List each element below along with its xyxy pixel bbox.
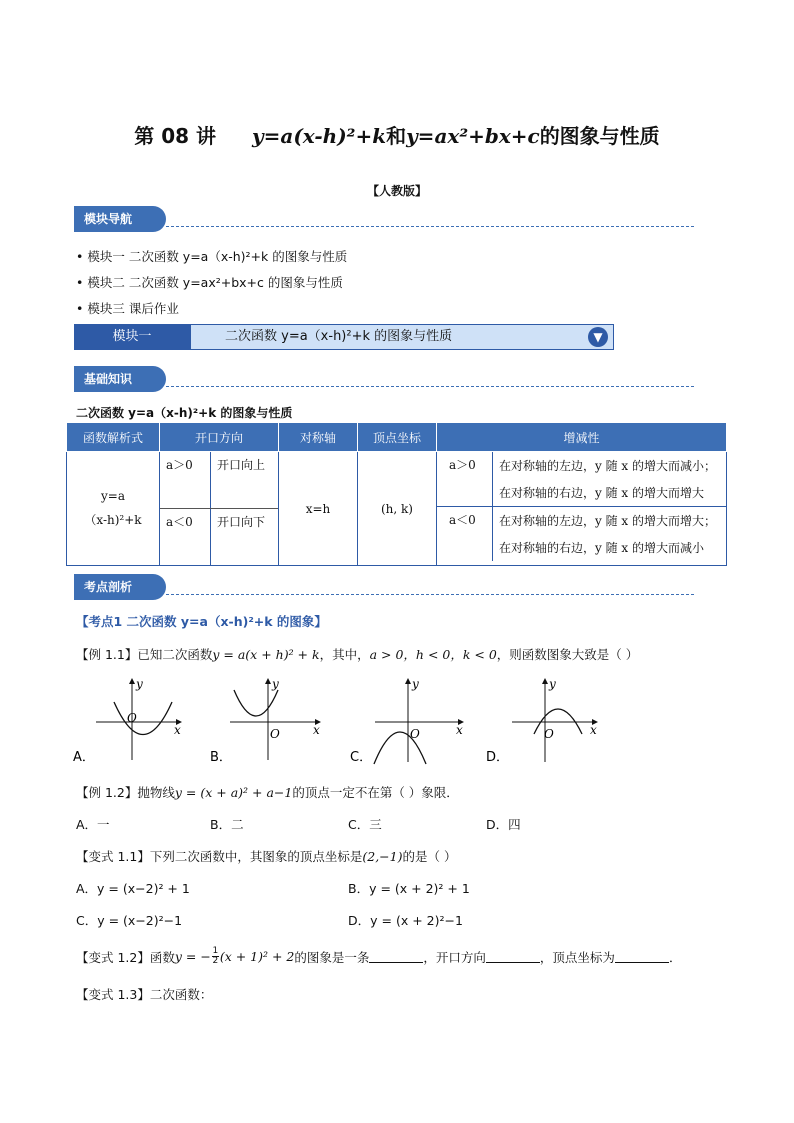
col-header: 对称轴 [279, 423, 358, 452]
dashed-divider [166, 226, 694, 227]
origin-label: O [127, 711, 137, 725]
section-tab-label: 考点剖析 [74, 574, 152, 600]
option-d[interactable]: D．四 [486, 817, 521, 832]
edition-label: 【人教版】 [366, 184, 427, 198]
graph-b[interactable] [210, 677, 321, 765]
inc-line: 在对称轴的右边，y 随 x 的增大而增大 [499, 486, 704, 500]
q-text: 【变式 1.2】函数 [76, 949, 175, 965]
open-up-label: 开口向上 [217, 458, 266, 472]
title-formula-general-form: y=ax²+bx+c [406, 124, 540, 148]
inc-line: 在对称轴的左边，y 随 x 的增大而增大； [499, 514, 716, 528]
a-positive-label: a＞0 [160, 452, 211, 508]
option-label: D． [486, 750, 510, 765]
x-label: x [590, 723, 597, 737]
y-axis-arrow [405, 678, 411, 684]
module-bar [74, 324, 614, 350]
inc-line: 在对称轴的右边，y 随 x 的增大而减小 [499, 541, 704, 555]
inc-block-pos [437, 452, 726, 507]
page-title [0, 120, 794, 149]
module-bar-title-text: 二次函数 y=a（x-h)²+k 的图象与性质 [225, 329, 453, 344]
tab-arc [152, 574, 166, 600]
example-1-1 [76, 645, 638, 663]
y-axis-arrow [265, 678, 271, 684]
title-formula-vertex-form: y=a(x-h)²+k [252, 124, 387, 148]
func-cell [67, 452, 160, 566]
x-label: x [456, 723, 463, 737]
q-text: ，其中， [319, 647, 370, 662]
module-bar-title [190, 324, 614, 350]
y-axis-arrow [542, 678, 548, 684]
graph-d[interactable] [486, 677, 598, 765]
q-text: ，则函数图象大致是（ ） [496, 647, 639, 662]
func-line: （x-h)²+k [84, 513, 142, 527]
title-suffix: 的图象与性质 [539, 124, 660, 148]
option-label: A． [73, 750, 95, 765]
inc-line: 在对称轴的左边，y 随 x 的增大而减小； [499, 459, 716, 473]
a-negative-label: a＜0 [160, 509, 211, 565]
q-text: ，顶点坐标为 [539, 949, 615, 965]
numerator: 1 [212, 946, 219, 956]
inc-lines [493, 507, 726, 561]
q-formula: y = − [174, 949, 211, 964]
open-row-pos [160, 452, 278, 509]
func-line: y=a [101, 489, 125, 503]
y-label: y [136, 677, 143, 691]
tab-arc [152, 206, 166, 232]
q-text: 的是（ ） [402, 849, 457, 864]
q-formula: (x + 1)² + 2 [219, 949, 295, 964]
q-text: ，开口方向 [423, 949, 486, 965]
variant-1-1 [76, 847, 456, 865]
nav-item-module-1[interactable]: • 模块一 二次函数 y=a（x-h)²+k 的图象与性质 [76, 249, 348, 264]
monotonic-cell [437, 452, 727, 566]
col-header: 顶点坐标 [358, 423, 437, 452]
tab-arc [152, 366, 166, 392]
section-header-analysis [74, 574, 694, 600]
option-b[interactable]: B．y = (x + 2)² + 1 [348, 881, 470, 896]
q-text: 的图象是一条 [294, 949, 370, 965]
x-label: x [174, 723, 181, 737]
q-text: 【例 1.1】已知二次函数 [76, 647, 213, 662]
inc-block-neg [437, 507, 726, 561]
variant-1-2 [76, 947, 681, 966]
option-a[interactable]: A．y = (x−2)² + 1 [76, 881, 190, 896]
q-formula: y = (x + a)² + a−1 [174, 785, 293, 800]
y-label: y [549, 677, 556, 691]
denominator: 2 [212, 956, 219, 966]
lesson-number: 第 08 讲 [134, 124, 217, 148]
open-down-label: 开口向下 [217, 515, 266, 529]
q-text: ． [668, 949, 682, 965]
table-header-row [67, 423, 727, 452]
origin-label: O [544, 727, 554, 741]
inc-lines [493, 452, 726, 506]
y-label: y [272, 677, 279, 691]
title-connector: 和 [386, 124, 407, 148]
section-tab-label: 基础知识 [74, 366, 152, 392]
q-condition: a > 0，h < 0，k < 0 [369, 647, 497, 662]
section-tab-label: 模块导航 [74, 206, 152, 232]
option-c[interactable]: C．y = (x−2)²−1 [76, 913, 183, 928]
axis-cell: x=h [279, 452, 358, 566]
variant-1-3: 【变式 1.3】二次函数： [76, 987, 213, 1002]
q-text: 的顶点一定不在第（ ）象限． [292, 785, 459, 800]
dashed-divider [166, 594, 694, 595]
q-text: 【变式 1.1】下列二次函数中，其图象的顶点坐标是 [76, 849, 363, 864]
q-formula: y = a(x + h)² + k [212, 647, 320, 662]
option-d[interactable]: D．y = (x + 2)²−1 [348, 913, 463, 928]
table-row [67, 452, 727, 566]
origin-label: O [270, 727, 280, 741]
col-header: 函数解析式 [67, 423, 160, 452]
dashed-divider [166, 386, 694, 387]
y-label: y [412, 677, 419, 691]
open-row-neg [160, 509, 278, 565]
q-point: (2,−1) [362, 849, 403, 864]
answer-blank[interactable] [486, 951, 540, 963]
option-c[interactable]: C．三 [348, 817, 382, 832]
origin-label: O [410, 727, 420, 741]
fraction [212, 947, 219, 966]
point-title: 【考点1 二次函数 y=a（x-h)²+k 的图象】 [76, 614, 327, 629]
answer-blank[interactable] [369, 951, 423, 963]
col-header: 增减性 [437, 423, 727, 452]
col-header: 开口方向 [160, 423, 279, 452]
x-label: x [313, 723, 320, 737]
nav-item-module-3[interactable]: • 模块三 课后作业 [76, 301, 179, 316]
a-negative-label: a＜0 [437, 507, 493, 561]
a-positive-label: a＞0 [437, 452, 493, 506]
graph-a[interactable] [73, 677, 182, 765]
option-a[interactable]: A．一 [76, 817, 110, 832]
properties-table [66, 422, 727, 566]
vertex-cell: (h, k) [358, 452, 437, 566]
parabola [234, 690, 278, 716]
example-1-2 [76, 783, 459, 801]
option-label: B． [210, 750, 232, 765]
parabola [114, 702, 172, 735]
module-bar-label: 模块一 [74, 324, 190, 350]
section-header-basics [74, 366, 694, 392]
nav-item-module-2[interactable]: • 模块二 二次函数 y=ax²+bx+c 的图象与性质 [76, 275, 343, 290]
y-axis-arrow [129, 678, 135, 684]
q-text: 【例 1.2】抛物线 [76, 785, 175, 800]
answer-blank[interactable] [615, 951, 669, 963]
graph-options [70, 672, 630, 768]
option-b[interactable]: B．二 [210, 817, 244, 832]
open-cell [160, 452, 279, 566]
graph-c[interactable] [350, 677, 464, 765]
table-caption: 二次函数 y=a（x-h)²+k 的图象与性质 [76, 406, 293, 420]
section-header-nav [74, 206, 694, 232]
chevron-down-icon[interactable]: ▼ [588, 327, 608, 347]
option-label: C． [350, 750, 373, 765]
